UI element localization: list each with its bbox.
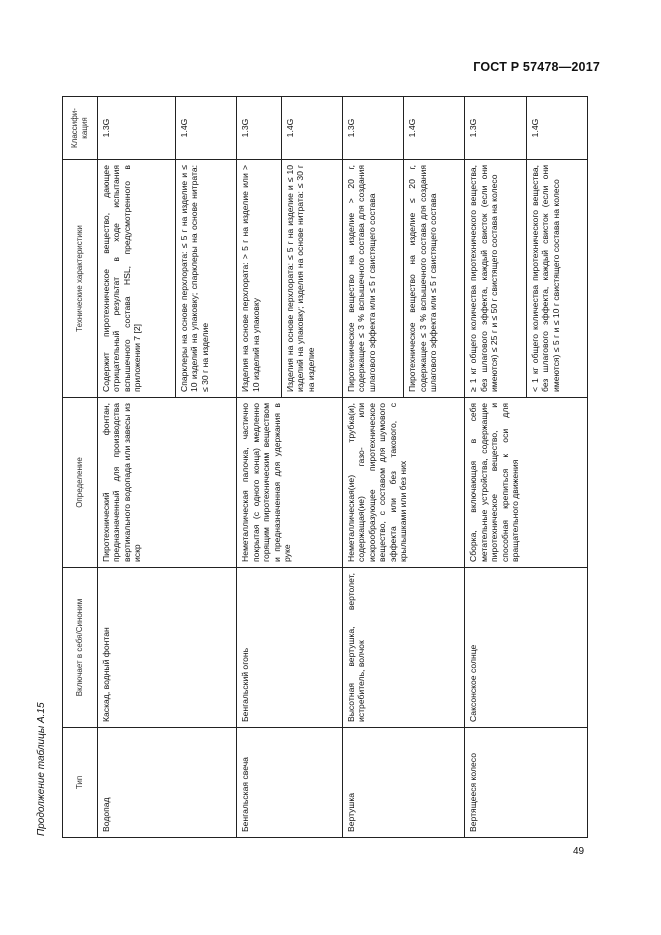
col-header-synonym: Включает в себя/Синоним	[63, 568, 98, 728]
cell-specs: Спарклеры на основе перхлората: ≤ 5 г на изделие и ≤ 10 изделий на упаковку; спарклеры на основе нитрата: ≤ 30 г на изделие	[175, 160, 236, 398]
cell-class: 1.4G	[175, 97, 236, 160]
cell-class: 1.4G	[281, 97, 342, 160]
table-row	[237, 97, 282, 838]
cell-class: 1.3G	[465, 97, 526, 160]
cell-class: 1.4G	[404, 97, 465, 160]
table-row	[98, 97, 176, 838]
table-caption: Продолжение таблицы А.15	[36, 702, 47, 836]
cell-synonym: Каскад, водный фонтан	[98, 568, 237, 728]
cell-specs: Пиротехническое вещество на изделие > 20 г, содержащее ≤ 3 % вспышечного состава для создания шлагового эффекта или ≤ 5 г свистящего состава	[342, 160, 403, 398]
standard-code: ГОСТ Р 57478—2017	[473, 60, 600, 74]
cell-definition: Неметаллическая палочка, частично покрытая (с одного конца) медленно горящим пиротехническим веществом и предназначенная для удержания в руке	[237, 398, 343, 568]
cell-class: 1.3G	[342, 97, 403, 160]
col-header-definition: Определение	[63, 398, 98, 568]
cell-type: Вертушка	[342, 728, 465, 838]
table-row	[465, 97, 526, 838]
cell-definition: Неметаллическая(ие) трубка(и), содержащая(ие) газо- или искрообразующее пиротехническое вещество, с составом для шумового эффекта или без такового, с крылышками или без них	[342, 398, 465, 568]
page-number: 49	[573, 846, 585, 857]
cell-class: 1.3G	[98, 97, 176, 160]
cell-type: Бенгальская свеча	[237, 728, 343, 838]
col-header-class: Классифи-кация	[63, 97, 98, 160]
cell-synonym: Бенгальский огонь	[237, 568, 343, 728]
cell-specs: Содержит пиротехническое вещество, дающее отрицательный результат в ходе испытания вспышечного состава HSL, предусмотренного в приложении 7 [2]	[98, 160, 176, 398]
cell-definition: Сборка, включающая в себя метательные устройства, содержащие пиротехническое вещество, и способная крепиться к оси для вращательного движения	[465, 398, 588, 568]
classification-table	[62, 96, 588, 838]
cell-definition: Пиротехнический фонтан, предназначенный для производства вертикального водопада или завесы из искр	[98, 398, 237, 568]
col-header-type: Тип	[63, 728, 98, 838]
col-header-specs: Технические характеристики	[63, 160, 98, 398]
cell-type: Вертящееся колесо	[465, 728, 588, 838]
cell-specs: Изделия на основе перхлората: ≤ 5 г на изделие и ≤ 10 изделий на упаковку; изделия на основе нитрата: ≤ 30 г на изделие	[281, 160, 342, 398]
cell-class: 1.4G	[526, 97, 587, 160]
cell-type: Водопад	[98, 728, 237, 838]
cell-specs: Изделия на основе перхлората: > 5 г на изделие или > 10 изделий на упаковку	[237, 160, 282, 398]
table-header-row	[63, 97, 98, 838]
table-row	[342, 97, 403, 838]
cell-specs: < 1 кг общего количества пиротехнического вещества, без шлагового эффекта, каждый свисток (если они имеются) ≤ 5 г и ≤ 10 г свистящего состава на колесо	[526, 160, 587, 398]
cell-synonym: Саксонское солнце	[465, 568, 588, 728]
cell-synonym: Высотная вертушка, вертолет, истребитель, волчок	[342, 568, 465, 728]
cell-specs: ≥ 1 кг общего количества пиротехнического вещества, без шлагового эффекта, каждый свисток (если они имеются) ≤ 25 г и ≤ 50 г свистящего состава на колесо	[465, 160, 526, 398]
rotated-table-wrapper	[62, 97, 588, 838]
cell-specs: Пиротехническое вещество на изделие ≤ 20 г, содержащее ≤ 3 % вспышечного состава для создания шлагового эффекта или ≤ 5 г свистящего состава	[404, 160, 465, 398]
cell-class: 1.3G	[237, 97, 282, 160]
